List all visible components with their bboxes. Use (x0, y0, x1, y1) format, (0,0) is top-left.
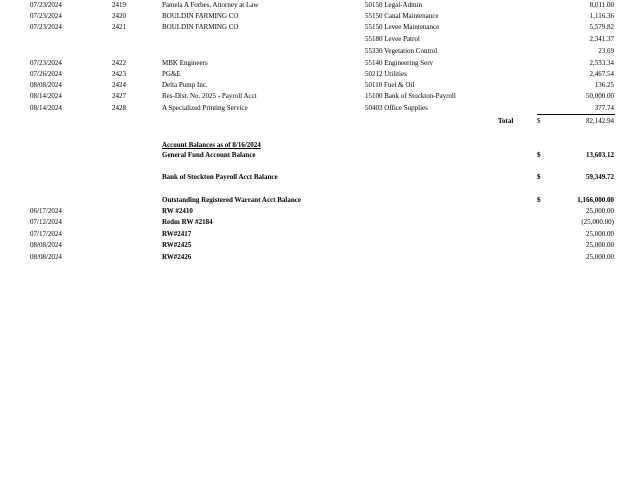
check-row (0, 23, 640, 32)
check-account: 50110 Fuel & Oil (365, 81, 415, 89)
check-amount: 5,579.82 (589, 23, 614, 31)
warrant-balance-row (0, 196, 640, 205)
check-number: 2419 (112, 1, 126, 9)
warrant-row (0, 207, 640, 216)
total-currency: $ (537, 117, 541, 125)
check-row (0, 47, 640, 56)
check-amount: 136.25 (594, 81, 614, 89)
warrant-date: 07/12/2024 (30, 218, 62, 226)
general-fund-label: General Fund Account Balance (162, 151, 256, 159)
check-number: 2421 (112, 23, 126, 31)
check-date: 07/23/2024 (30, 1, 62, 9)
warrant-date: 08/08/2024 (30, 241, 62, 249)
check-row (0, 92, 640, 101)
total-label: Total (498, 117, 514, 125)
check-payee: BOULDIN FARMING CO (162, 12, 239, 20)
check-number: 2420 (112, 12, 126, 20)
general-fund-amount: 13,603.12 (586, 151, 614, 159)
total-amount: 82,142.94 (586, 117, 614, 125)
warrant-balance-currency: $ (537, 196, 541, 204)
total-row (0, 117, 640, 126)
general-fund-row (0, 151, 640, 160)
general-fund-currency: $ (537, 151, 541, 159)
check-account: 15100 Bank of Stockton-Payroll (365, 92, 456, 100)
check-amount: 2,467.54 (589, 70, 614, 78)
warrant-row (0, 218, 640, 227)
check-row (0, 1, 640, 10)
payroll-balance-row (0, 173, 640, 182)
check-payee: Delta Pump Inc. (162, 81, 208, 89)
warrant-description: RW#2426 (162, 253, 192, 261)
warrant-amount: 25,000.00 (586, 253, 614, 261)
check-date: 07/26/2024 (30, 70, 62, 78)
check-account: 55150 Canal Maintenance (365, 12, 439, 20)
check-number: 2422 (112, 59, 126, 67)
check-amount: 1,116.36 (589, 12, 614, 20)
warrant-row (0, 253, 640, 262)
check-row (0, 81, 640, 90)
warrant-description: RW#2425 (162, 241, 192, 249)
check-amount: 50,000.00 (586, 92, 614, 100)
check-date: 07/23/2024 (30, 59, 62, 67)
warrant-amount: 25,000.00 (586, 230, 614, 238)
warrant-description: RW #2410 (162, 207, 193, 215)
warrant-date: 07/17/2024 (30, 230, 62, 238)
check-payee: MBK Engineers (162, 59, 208, 67)
check-date: 07/23/2024 (30, 23, 62, 31)
total-rule (537, 114, 615, 115)
check-date: 08/14/2024 (30, 104, 62, 112)
warrant-date: 06/17/2024 (30, 207, 62, 215)
check-payee: Res-Dist. No. 2025 - Payroll Acct (162, 92, 257, 100)
warrant-row (0, 241, 640, 250)
check-number: 2424 (112, 81, 126, 89)
check-date: 08/14/2024 (30, 92, 62, 100)
check-amount: 2,533.34 (589, 59, 614, 67)
warrant-description: Redm RW #2184 (162, 218, 213, 226)
check-row (0, 35, 640, 44)
balances-heading-row (0, 141, 640, 150)
payroll-balance-label: Bank of Stockton Payroll Acct Balance (162, 173, 278, 181)
warrant-description: RW#2417 (162, 230, 192, 238)
balances-heading: Account Balances as of 8/16/2024 (162, 141, 261, 149)
check-payee: Pamela A Forbes, Attorney at Law (162, 1, 259, 9)
warrant-amount: 25,000.00 (586, 241, 614, 249)
warrant-amount: 25,000.00 (586, 207, 614, 215)
check-account: 55330 Vegetation Control (365, 47, 438, 55)
check-date: 07/23/2024 (30, 12, 62, 20)
check-payee: A Specialized Printing Service (162, 104, 248, 112)
check-payee: PG&E (162, 70, 181, 78)
check-row (0, 59, 640, 68)
check-amount: 8,011.00 (589, 1, 614, 9)
check-amount: 23.69 (598, 47, 614, 55)
warrant-balance-amount: 1,166,000.00 (577, 196, 614, 204)
check-account: 55180 Levee Patrol (365, 35, 420, 43)
warrant-date: 08/08/2024 (30, 253, 62, 261)
check-account: 50403 Office Supplies (365, 104, 428, 112)
warrant-row (0, 230, 640, 239)
check-number: 2427 (112, 92, 126, 100)
check-number: 2428 (112, 104, 126, 112)
warrant-amount: (25,000.00) (581, 218, 614, 226)
check-account: 55150 Levee Maintenance (365, 23, 440, 31)
check-account: 50150 Legal-Admin (365, 1, 422, 9)
check-account: 55140 Engineering Serv (365, 59, 434, 67)
check-amount: 2,341.37 (589, 35, 614, 43)
check-number: 2423 (112, 70, 126, 78)
check-account: 50212 Utilities (365, 70, 407, 78)
payroll-balance-amount: 59,349.72 (586, 173, 614, 181)
payroll-balance-currency: $ (537, 173, 541, 181)
check-amount: 377.74 (594, 104, 614, 112)
warrant-balance-label: Outstanding Registered Warrant Acct Balance (162, 196, 301, 204)
check-row (0, 104, 640, 113)
check-row (0, 70, 640, 79)
check-date: 08/08/2024 (30, 81, 62, 89)
check-payee: BOULDIN FARMING CO (162, 23, 239, 31)
check-row (0, 12, 640, 21)
